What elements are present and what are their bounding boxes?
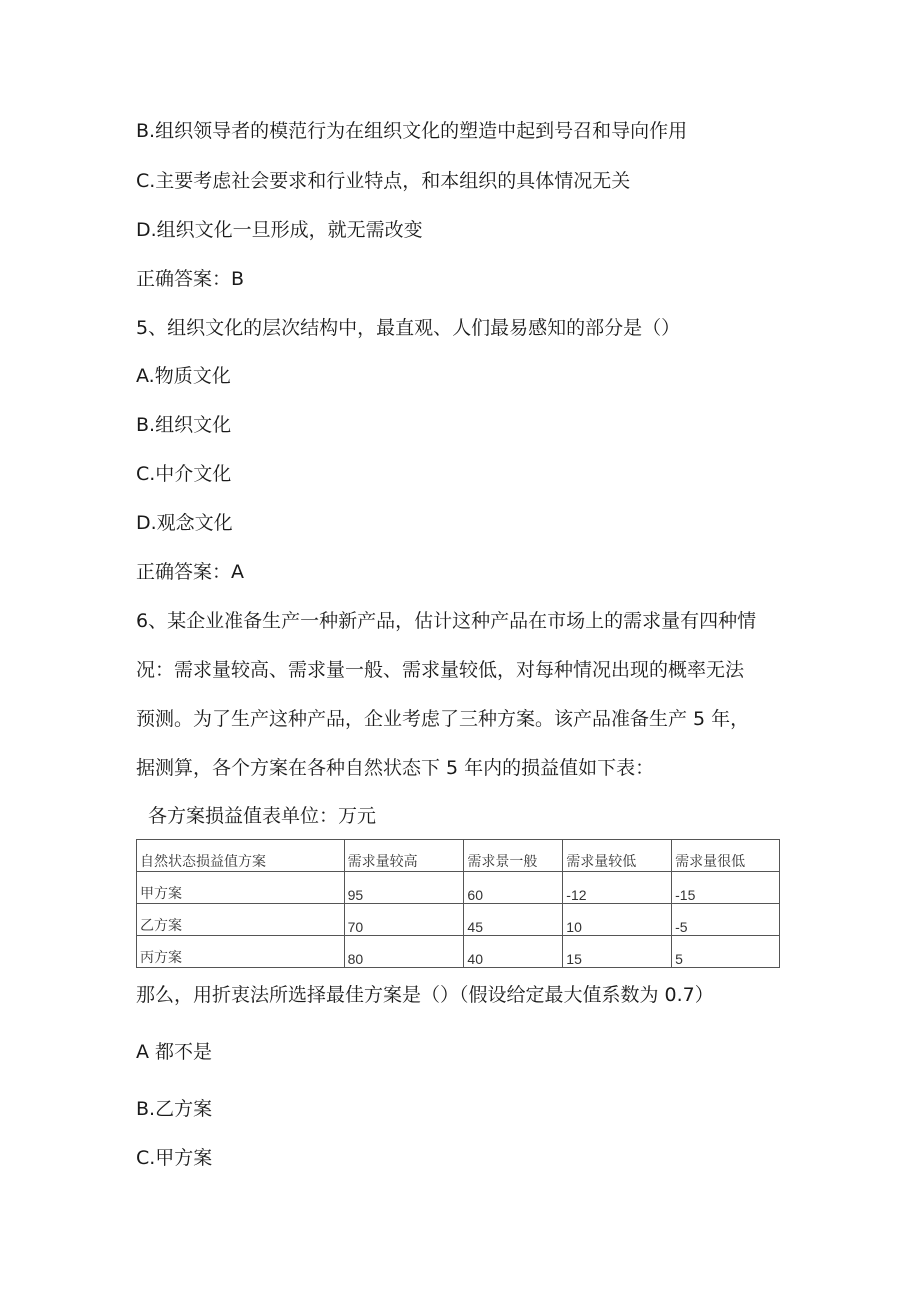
table-cell: 10 bbox=[563, 904, 672, 936]
table-row bbox=[137, 936, 780, 968]
question-6-question: 那么，用折衷法所选择最佳方案是（）（假设给定最大值系数为 0.7） bbox=[136, 984, 714, 1006]
question-5-option-a: A.物质文化 bbox=[136, 365, 231, 387]
question-5-option-b: B.组织文化 bbox=[136, 414, 232, 436]
question-6-stem-line-3: 预测。为了生产这种产品，企业考虑了三种方案。该产品准备生产 5 年， bbox=[136, 708, 750, 730]
question-4-option-c: C.主要考虑社会要求和行业特点，和本组织的具体情况无关 bbox=[136, 170, 631, 192]
payoff-table bbox=[136, 839, 780, 968]
table-cell: 95 bbox=[344, 872, 464, 904]
table-caption: 各方案损益值表单位：万元 bbox=[148, 805, 377, 827]
table-cell: -5 bbox=[672, 904, 780, 936]
question-6-option-c: C.甲方案 bbox=[136, 1147, 213, 1169]
question-4-option-d: D.组织文化一旦形成，就无需改变 bbox=[136, 219, 423, 241]
table-row bbox=[137, 904, 780, 936]
question-6-stem-line-2: 况：需求量较高、需求量一般、需求量较低，对每种情况出现的概率无法 bbox=[136, 659, 745, 681]
question-4-answer: 正确答案：B bbox=[136, 268, 245, 290]
question-5-option-c: C.中介文化 bbox=[136, 463, 232, 485]
table-row bbox=[137, 872, 780, 904]
table-cell: 5 bbox=[672, 936, 780, 968]
table-cell: 60 bbox=[464, 872, 563, 904]
table-header-cell: 需求量较高 bbox=[344, 840, 464, 872]
table-cell: 80 bbox=[344, 936, 464, 968]
table-cell: -15 bbox=[672, 872, 780, 904]
table-header-cell: 需求量较低 bbox=[563, 840, 672, 872]
question-6-option-b: B.乙方案 bbox=[136, 1098, 213, 1120]
question-4-option-b: B.组织领导者的模范行为在组织文化的塑造中起到号召和导向作用 bbox=[136, 120, 688, 142]
table-cell: 15 bbox=[563, 936, 672, 968]
question-6-option-a: A 都不是 bbox=[136, 1041, 213, 1063]
question-5-option-d: D.观念文化 bbox=[136, 512, 233, 534]
question-6-stem-line-1: 6、某企业准备生产一种新产品，估计这种产品在市场上的需求量有四种情 bbox=[136, 610, 757, 632]
question-6-stem-line-4: 据测算，各个方案在各种自然状态下 5 年内的损益值如下表： bbox=[136, 757, 655, 779]
table-cell: 40 bbox=[464, 936, 563, 968]
table-cell-plan: 乙方案 bbox=[137, 904, 345, 936]
table-cell: -12 bbox=[563, 872, 672, 904]
question-5-answer: 正确答案：A bbox=[136, 561, 244, 583]
table-header-cell: 自然状态损益值方案 bbox=[137, 840, 345, 872]
table-cell-plan: 丙方案 bbox=[137, 936, 345, 968]
table-cell: 45 bbox=[464, 904, 563, 936]
table-header-cell: 需求景一般 bbox=[464, 840, 563, 872]
table-cell-plan: 甲方案 bbox=[137, 872, 345, 904]
table-header-cell: 需求量很低 bbox=[672, 840, 780, 872]
question-5-stem: 5、组织文化的层次结构中，最直观、人们最易感知的部分是（） bbox=[136, 317, 681, 339]
table-header-row bbox=[137, 840, 780, 872]
table-cell: 70 bbox=[344, 904, 464, 936]
